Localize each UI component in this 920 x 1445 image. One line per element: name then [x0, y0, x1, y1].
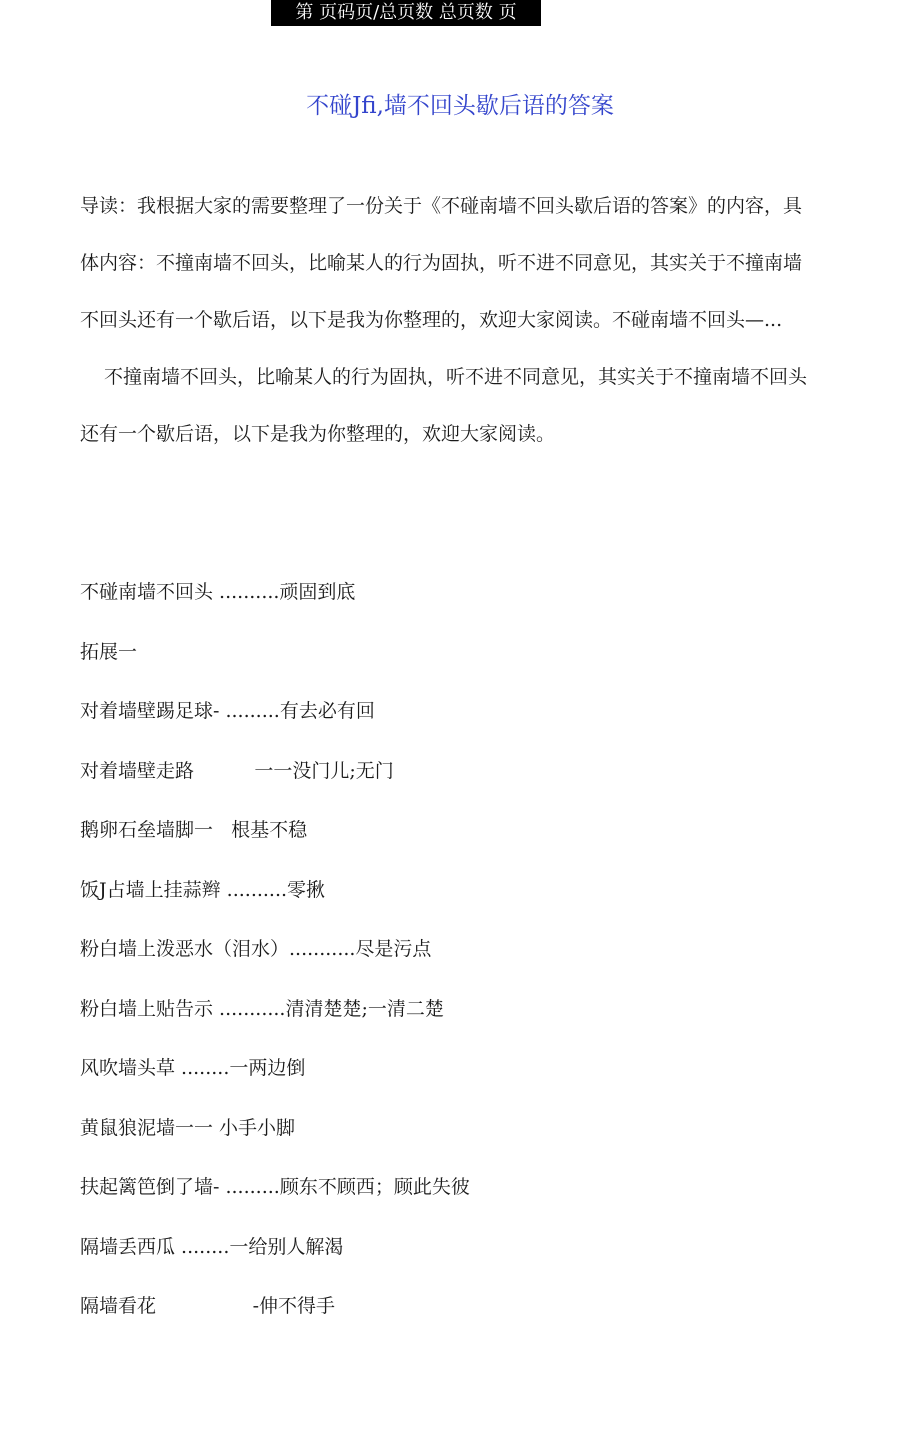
list-item: 隔墙丢西瓜 ........一给别人解渴	[80, 1235, 344, 1258]
page-counter: 第 页码页/总页数 总页数 页	[295, 2, 517, 23]
list-item: 饭J占墙上挂蒜辫 ..........零揪	[80, 878, 326, 901]
list-item: 鹅卵石垒墙脚一 根基不稳	[80, 819, 308, 841]
intro-paragraph-summary: 不撞南墙不回头，比喻某人的行为固执，听不进不同意见，其实关于不撞南墙不回头还有一个歇后语，以下是我为你整理的，欢迎大家阅读。	[80, 366, 808, 445]
intro-paragraph-lead: 导读：我根据大家的需要整理了一份关于《不碰南墙不回头歇后语的答案》的内容，具体内容：不撞南墙不回头，比喻某人的行为固执，听不进不同意见，其实关于不撞南墙不回头还有一个歇后语，以下是我为你整理的，欢迎大家阅读。不碰南墙不回头—...	[80, 195, 803, 331]
list-item: 对着墙壁踢足球- .........有去必有回	[80, 700, 375, 722]
list-item: 粉白墙上贴告示 ...........清清楚楚;一清二楚	[80, 997, 444, 1020]
list-item: 不碰南墙不回头 ..........顽固到底	[80, 581, 356, 603]
list-item: 拓展一	[80, 640, 138, 663]
list-item: 粉白墙上泼恶水（泪水）...........尽是污点	[80, 938, 432, 960]
intro-section	[80, 178, 820, 463]
list-item: 扶起篱笆倒了墙- .........顾东不顾西；顾此失彼	[80, 1176, 470, 1198]
list-item: 风吹墙头草 ........一两边倒	[80, 1057, 306, 1079]
xiehouyu-list	[80, 572, 840, 1346]
page-header-bar	[271, 0, 541, 26]
list-item: 对着墙壁走路 一一没门儿;无门	[80, 759, 394, 782]
list-item: 黄鼠狼泥墙一一 小手小脚	[80, 1116, 296, 1139]
list-item: 隔墙看花 -伸不得手	[80, 1295, 336, 1317]
document-title: 不碰Jfi,墙不回头歇后语的答案	[306, 93, 614, 119]
